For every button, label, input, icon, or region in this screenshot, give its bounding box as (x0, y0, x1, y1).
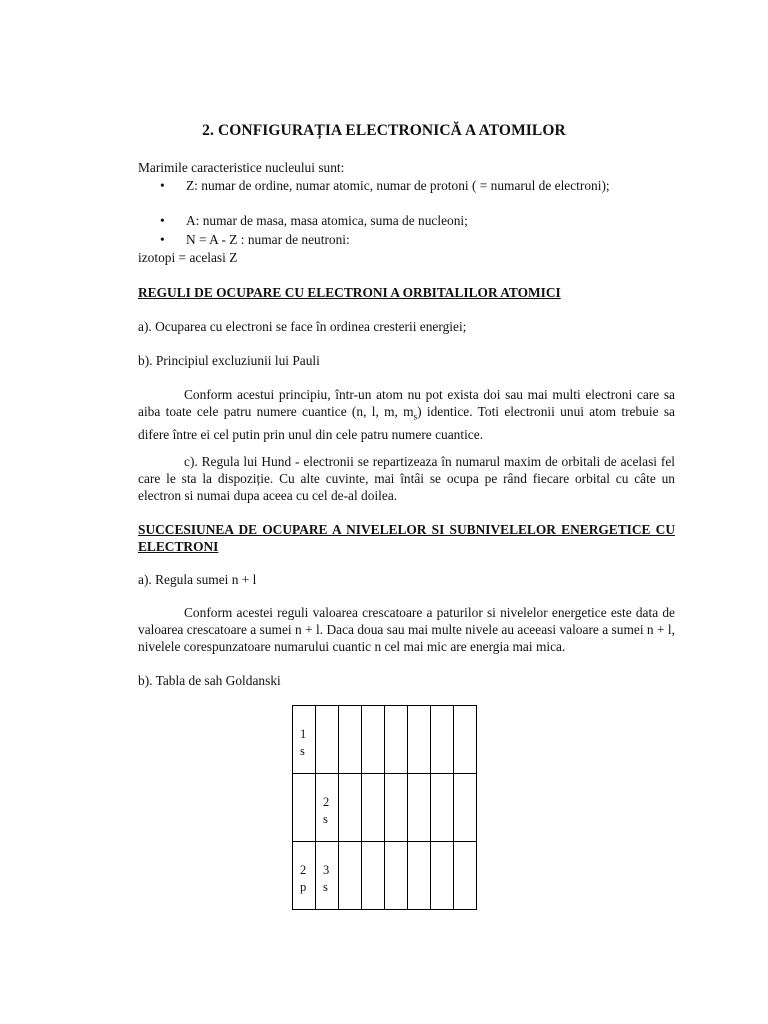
table-row (293, 706, 477, 774)
table-cell (339, 774, 362, 842)
pauli-subscript: s (413, 411, 418, 422)
table-cell (454, 842, 477, 910)
table-row (293, 774, 477, 842)
table-row (293, 842, 477, 910)
page-title: 2. CONFIGURAȚIA ELECTRONICĂ A ATOMILOR (202, 122, 566, 139)
pauli-paragraph (138, 386, 675, 443)
bullet-icon: • (160, 213, 165, 228)
pauli-text-part2: ) identice. Toti electronii unui atom trebuie sa difere între ei cel putin prin unul din cele patru numere cuantice. (138, 404, 675, 442)
bullet-item (160, 212, 675, 229)
table-cell (362, 774, 385, 842)
table-cell (385, 706, 408, 774)
bullet-icon: • (160, 178, 165, 193)
table-cell (408, 774, 431, 842)
table-cell (339, 842, 362, 910)
bullet-text: N = A - Z : numar de neutroni: (186, 232, 350, 247)
table-cell (362, 842, 385, 910)
table-cell (339, 706, 362, 774)
table-cell: 2s (316, 774, 339, 842)
table-cell (431, 842, 454, 910)
table-cell (408, 842, 431, 910)
rule-b-text: b). Principiul excluziunii lui Pauli (138, 353, 320, 368)
isotopes-text: izotopi = acelasi Z (138, 250, 238, 265)
table-cell: 2p (293, 842, 316, 910)
table-cell (454, 774, 477, 842)
bullet-text: Z: numar de ordine, numar atomic, numar de protoni ( = numarul de electroni); (186, 178, 610, 193)
rule-a-text: a). Ocuparea cu electroni se face în ordinea cresterii energiei; (138, 319, 467, 334)
table-cell: 1s (293, 706, 316, 774)
table-cell: 3s (316, 842, 339, 910)
table-cell (316, 706, 339, 774)
table-cell (293, 774, 316, 842)
pauli-text-part1: Conform acestui principiu, într-un atom nu pot exista doi sau mai multi electroni care sa aiba toate cele patru numere cuantice (n, l, m, m (138, 387, 675, 419)
bullet-text: A: numar de masa, masa atomica, suma de nucleoni; (186, 213, 468, 228)
goldanski-label: b). Tabla de sah Goldanski (138, 673, 281, 688)
rule-sum-text: a). Regula sumei n + l (138, 572, 257, 587)
intro-text: Marimile caracteristice nucleului sunt: (138, 160, 345, 175)
table-cell (362, 706, 385, 774)
table-cell (385, 774, 408, 842)
table-cell (431, 706, 454, 774)
goldanski-table (292, 705, 477, 910)
table-cell (431, 774, 454, 842)
sum-rule-paragraph: Conform acestei reguli valoarea crescatoare a paturilor si nivelelor energetice este data de valoarea crescatoare a sumei n + l. Daca doua sau mai multe nivele au aceeasi valoare a sumei n + l, nivelele corespunzatoare numarului cuantic n cel mai mic are energia mai mica. (138, 605, 675, 654)
bullet-item (160, 177, 675, 194)
section-heading-succession: SUCCESIUNEA DE OCUPARE A NIVELELOR SI SUBNIVELELOR ENERGETICE CU ELECTRONI (138, 522, 675, 554)
bullet-item (160, 231, 675, 248)
table-cell (454, 706, 477, 774)
hund-paragraph: c). Regula lui Hund - electronii se repartizeaza în numarul maxim de orbitali de acelasi fel care le sta la dispoziție. Cu alte cuvinte, mai întâi se ocupa pe rând fiecare orbital cu câte un electron si numai dupa aceea cu cel de-al doilea. (138, 454, 675, 503)
bullet-icon: • (160, 232, 165, 247)
table-cell (385, 842, 408, 910)
section-heading-orbitals: REGULI DE OCUPARE CU ELECTRONI A ORBITALILOR ATOMICI (138, 285, 561, 300)
table-cell (408, 706, 431, 774)
